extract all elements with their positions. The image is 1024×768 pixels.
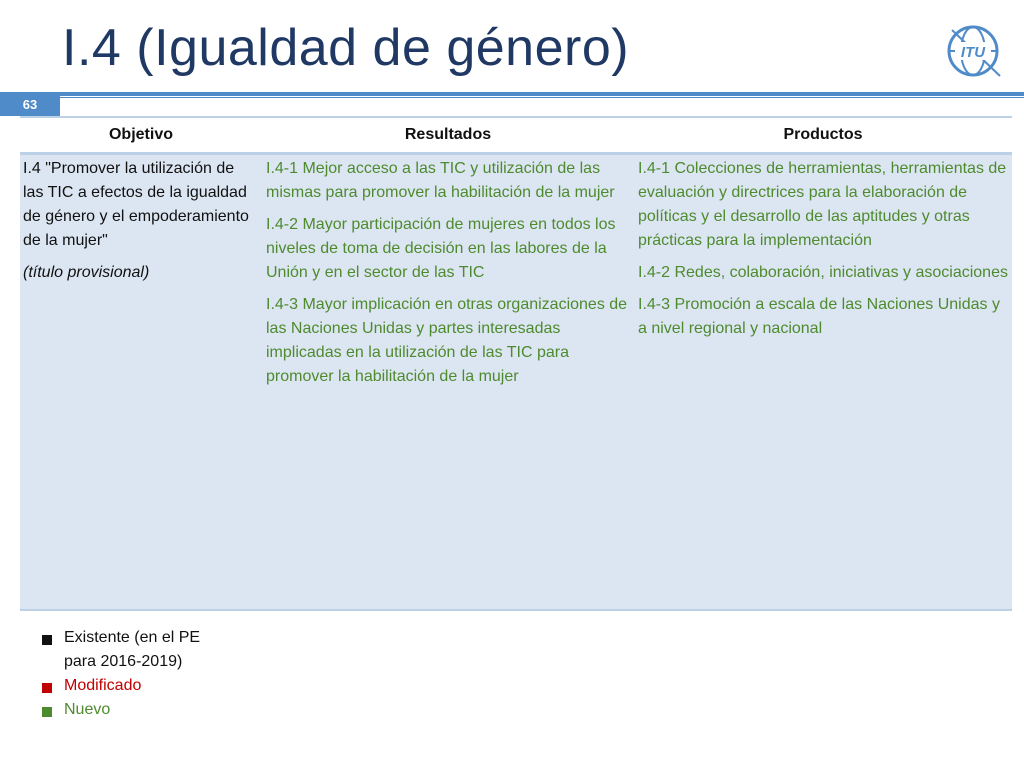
product-item: I.4-3 Promoción a escala de las Naciones Unidas y a nivel regional y nacional: [638, 296, 1000, 337]
legend-item-existing: [40, 626, 234, 674]
legend-item-new: [40, 698, 234, 722]
legend-label: Existente (en el PE para 2016-2019): [64, 629, 201, 670]
legend-swatch-green: [42, 707, 52, 717]
objectives-table: [20, 116, 1012, 611]
header-productos: Productos: [783, 126, 863, 143]
objective-text: I.4 "Promover la utilización de las TIC a efectos de la igualdad de género y el empoderamiento de la mujer": [23, 160, 249, 249]
legend-item-modified: [40, 674, 234, 698]
products-cell: [634, 155, 1012, 609]
legend-label: Modificado: [64, 677, 142, 694]
legend-swatch-red: [42, 683, 52, 693]
result-item: I.4-3 Mayor implicación en otras organizaciones de las Naciones Unidas y partes interesadas implicadas en la utilización de las TIC para promover la habilitación de la mujer: [266, 296, 628, 385]
result-item: I.4-2 Mayor participación de mujeres en todos los niveles de toma de decisión en las labores de la Unión y en el sector de las TIC: [266, 216, 616, 281]
objective-cell: [20, 155, 262, 609]
legend: [40, 626, 234, 722]
svg-text:ITU: ITU: [960, 44, 986, 61]
table-row: [20, 155, 1012, 611]
results-cell: [262, 155, 634, 609]
slide-title: I.4 (Igualdad de género): [62, 19, 630, 77]
objective-note: (título provisional): [23, 264, 150, 281]
header-rule: [60, 92, 1024, 96]
table-header-row: [20, 116, 1012, 155]
result-item: I.4-1 Mejor acceso a las TIC y utilización de las mismas para promover la habilitación de la mujer: [266, 160, 615, 201]
legend-swatch-black: [42, 635, 52, 645]
header-resultados: Resultados: [404, 126, 492, 143]
header-rule-thin: [60, 97, 1024, 98]
header-objetivo: Objetivo: [108, 126, 173, 143]
page-number-badge: 63: [0, 92, 60, 116]
product-item: I.4-1 Colecciones de herramientas, herramientas de evaluación y directrices para la elaboración de políticas y el desarrollo de las aptitudes y otras prácticas para la implementación: [638, 160, 1007, 249]
legend-label: Nuevo: [64, 701, 111, 718]
product-item: I.4-2 Redes, colaboración, iniciativas y asociaciones: [638, 264, 1008, 281]
itu-logo-icon: [944, 20, 1004, 82]
